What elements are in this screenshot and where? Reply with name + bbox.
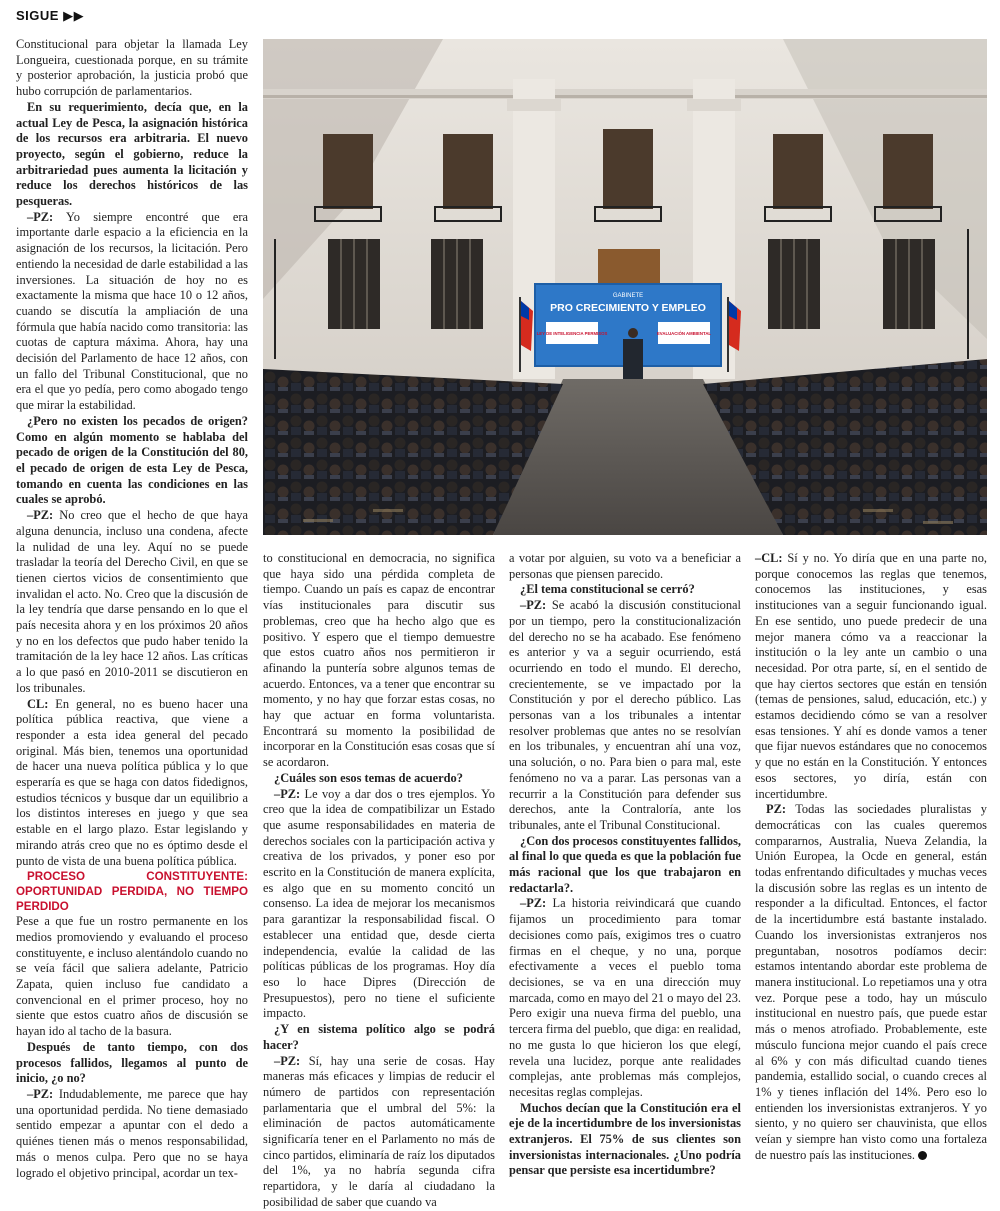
paragraph xyxy=(263,1054,495,1211)
speaker-label: PZ: xyxy=(766,802,786,817)
interview-question: ¿El tema constitucional se cerró? xyxy=(520,582,695,597)
speaker-label: –PZ: xyxy=(274,786,301,801)
speaker-label: –CL: xyxy=(755,551,783,565)
paragraph: Constitucional para objetar la llamada Ley Longueira, cuestionada porque, en su trámite y posterior aprobación, la justicia probó que hubo corrupción de parlamentarios. xyxy=(16,37,248,99)
article-column-3 xyxy=(509,551,741,1179)
answer-text: Indudablemente, me parece que hay una oportunidad perdida. No tiene demasiado sentido empezar a apuntar con el dedo a quiénes tienen más o menos responsabilidad, más o menos culpa. Pero que no se haya logrado el objetivo principal, acordar un tex- xyxy=(16,1087,248,1180)
speaker-label: –PZ: xyxy=(27,508,54,523)
answer-text: La historia reivindicará que cuando fijamos un procedimiento para tomar decisiones como país, exigimos tres o cuatro firmas en el cheque, y no una, porque efectivamente a veces el pueblo toma decisiones, se va en una dirección muy marcada, como en mayo del 21 o mayo del 23. Pero exigir una nueva firma del pueblo, una tercera firma del pueblo, que diga: en realidad, no me gusta lo que hicieron los que elegí, revela una lucidez, porque ante realidades complejas, ante problemas más complejos, necesitas reglas complejas. xyxy=(509,896,741,1099)
answer-text: Todas las sociedades pluralistas y democráticas con las cuales queremos compararnos, Australia, Nueva Zelandia, la Unión Europea, la Ocde en general, están todas enfrentando dificultades y muchas veces la discusión sobre las reglas es un intento de responder a la dificultad. Entonces, el factor de la incertidumbre está bastante instalado. Cuando los inversionistas extranjeros nos preguntaban, nosotros podíamos decir: estamos intentando abordar este problema de manera institucional. Lo repetiamos una y otra vez. Porque pese a todo, hay un músculo institucional en nuestro país, que puede estar más o menos atrofiado. Probablemente, este músculo funciona mejor cuando el país crece al 6% y con más dificultad cuando tienes pandemia, estallido social, o cuando creces al 1% y tienes inflación del 14%. Pero eso lo entienden los inversionistas extranjeros. Y yo siento, y no quiero ser chauvinista, que ellos veían y siempre han visto como una fortaleza de nuestro país las instituciones. xyxy=(755,802,987,1162)
answer-text: En general, no es bueno hacer una política pública reactiva, que viene a responder a esta idea general del pecado original. Más bien, tenemos una oportunidad de hacer una nueva política pública y lo que esperaría es que se haga con datos fidedignos, estudios técnicos y busque dar un equilibrio a los distintos intereses en juego y que sea estable en el largo plazo. Estar legislando y mirando atrás creo que no es óptimo desde el punto de vista de una buena política pública. xyxy=(16,696,248,868)
paragraph xyxy=(16,210,248,414)
answer-text: Se acabó la discusión constitucional por un tiempo, pero la constitucionalización del derecho no se ha acabado. Ese fenómeno es anterior y va a seguir ocurriendo, está ocurriendo en todo el mundo. El derecho, crecientemente, se ve impactado por la Constitución y por el derecho público. Las personas van a los tribunales a intentar resolver problemas que antes no se resolvían en los tribunales, y encuentran ahí una voz, una solución, o no. Para bien o para mal, este fenómeno no va a parar. Las personas van a recurrir a la Constitución para defender sus derechos, ante la Contraloría, ante los tribunales, ante el Tribunal Constitucional. xyxy=(509,598,741,832)
speaker-label: –PZ: xyxy=(274,1053,301,1068)
paragraph xyxy=(16,1087,248,1181)
interview-question: ¿Pero no existen los pecados de origen? Como en algún momento se hablaba del pecado de origen de la Constitución del 80, el pecado de origen de esta Ley de Pesca, tomando en cuenta las condiciones en las cuales se aprobó. xyxy=(16,413,248,507)
answer-text: Sí y no. Yo diría que en una parte no, porque conocemos las reglas que tenemos, conocemos las instituciones, y esas instituciones van a seguir funcionando igual. En ese sentido, uno puede predecir de una mejor manera cómo va a reaccionar la institución o la ley ante un cambio o una necesidad. Por otra parte, sí, en el sentido de que hay ciertos sectores que están en tensión (temas de pensiones, salud, educación, etc.) y estamos decidiendo cómo se van a resolver esas tensiones. Y ahí es donde vamos a tener que fijar nuevos estándares que no conocemos y que no están en la Constitución. Y entonces esos sectores, yo diría, están con incertidumbre. xyxy=(755,551,987,801)
sigue-label xyxy=(16,8,84,24)
interview-question: Muchos decían que la Constitución era el eje de la incertidumbre de los inversionistas extranjeros. El 75% de sus clientes son inversionistas internacionales. ¿Uno podría pensar que persiste esa incertidumbre? xyxy=(509,1100,741,1178)
paragraph xyxy=(16,508,248,696)
answer-text: Yo siempre encontré que era importante darle espacio a la eficiencia en la asignación de los recursos, la licitación. Pero entiendo la necesidad de darle estabilidad a las inversiones. La situación de hoy no es exactamente la misma que hace 10 o 12 años, cuando se discutía la ampliación de una fórmula que había nacido como transitoria: las cuotas de captura máxima. Ahora, hay una decisión del Parlamento de hace 12 años, con un fallo del Tribunal Constitucional, que no era el que yo pedía, pero como abogado tengo que mirar la estabilidad. xyxy=(16,209,248,413)
sigue-arrows-icon: ▶▶ xyxy=(63,8,85,23)
banner-right-text: EVALUACIÓN AMBIENTAL xyxy=(656,331,712,336)
paragraph: to constitucional en democracia, no significa que haya sido una pérdida completa de tiempo. Cuando un país es capaz de encontrar vías institucionales para discutir sus problemas, creo que ha hecho algo que es positivo. Y espero que el tiempo demuestre que estos cuatro años nos permitieron ir afinando la puntería sobre algunos temas de acuerdo. Entonces, va a tener que encontrar su momento, y no hay que forzar estas cosas, no hay que actuar en forma voluntarista. Encontrará su momento la posibilidad de incorporar en la Constitución esas cosas que sí se acordaron. xyxy=(263,551,495,770)
answer-text: Sí, hay una serie de cosas. Hay maneras más eficaces y limpias de reducir el número de partidos con representación parlamentaria que el umbral del 5%: la eliminación de pactos automáticamente significaría tener en el Parlamento no más de cinco partidos, eliminaría de raíz los diputados del 1%, ya no habría segunda cifra repartidora, y le daría al ciudadano la posibilidad de saber que cuando va xyxy=(263,1053,495,1209)
paragraph xyxy=(509,896,741,1100)
interview-question: ¿Cuáles son esos temas de acuerdo? xyxy=(274,770,463,785)
paragraph xyxy=(16,697,248,870)
speaker-label: –PZ: xyxy=(27,209,54,224)
paragraph xyxy=(263,787,495,1023)
paragraph xyxy=(755,551,987,802)
interview-question: En su requerimiento, decía que, en la actual Ley de Pesca, la asignación histórica de los recursos era arbitraria. El nuevo proyecto, según el gobierno, reduce la arbitrariedad pues aumenta la licitación y reduce los derechos históricos de las pesqueras. xyxy=(16,99,248,209)
answer-text: No creo que el hecho de que haya alguna denuncia, incluso una condena, afecte la nulidad de una ley. Aquí no se puede trasladar la teoría del Derecho Civil, en que se tienen ciertos vicios de consentimiento que invalidan el acto. No. Creo que la discusión de la ley tendría que darse pensando en lo que el país necesita ahora y en los próximos 20 años y no en los defectos que pudo haber tenido la tramitación de la ley hace 12 años. Las críticas a lo que pasó en 2010-2011 se discutieron en los tribunales. xyxy=(16,508,248,695)
end-of-article-icon xyxy=(918,1151,927,1160)
speaker-label: CL: xyxy=(27,696,49,711)
sigue-text: SIGUE xyxy=(16,8,59,23)
paragraph xyxy=(755,802,987,1163)
interview-question: ¿Y en sistema político algo se podrá hacer? xyxy=(263,1022,495,1052)
speaker-label: –PZ: xyxy=(520,598,547,613)
interview-question: Después de tanto tiempo, con dos procesos fallidos, llegamos al punto de inicio, ¿o no? xyxy=(16,1039,248,1086)
banner-left-text: LEY DE INTELIGENCIA PERMISOS xyxy=(536,331,608,336)
speaker-label: –PZ: xyxy=(27,1087,54,1101)
speaker-label: –PZ: xyxy=(520,896,547,911)
banner-top-text: GABINETE xyxy=(612,293,644,299)
banner-title-text: PRO CRECIMIENTO Y EMPLEO xyxy=(550,302,706,314)
press-event-photo xyxy=(263,39,987,535)
section-heading: PROCESO CONSTITUYENTE: OPORTUNIDAD PERDIDA, NO TIEMPO PERDIDO xyxy=(16,870,248,914)
article-column-4 xyxy=(755,551,987,1163)
interview-question: ¿Con dos procesos constituyentes fallidos, al final lo que queda es que la población fue más racional que los que trabajaron en redactarla?. xyxy=(509,833,741,895)
paragraph: a votar por alguien, su voto va a beneficiar a personas que piensen parecido. xyxy=(509,551,741,581)
paragraph: Pese a que fue un rostro permanente en los medios promoviendo y evaluando el proceso constituyente, e incluso alentándolo cuando no se veía fácil que saliera adelante, Patricio Zapata, quien incluso fue candidato a convencional en el primer proceso, hoy no siente que estos cuatro años de discusión se hayan ido al tacho de la basura. xyxy=(16,914,248,1039)
answer-text: Le voy a dar dos o tres ejemplos. Yo creo que la idea de compatibilizar un Estado que asume responsabilidades en materia de derechos sociales con la participación activa y creativa de los privados, y poner eso por escrito en la Constitución de manera explícita, es algo que en su momento concitó un consenso. La idea de mejorar los mecanismos para garantizar la responsabilidad fiscal. O establecer una entidad que, desde cierta independencia, evalúe la calidad de las políticas públicas de los programas. Hoy día eso lo hace Dipres (Dirección de Presupuestos), pero no tiene el suficiente impacto. xyxy=(263,786,495,1021)
article-column-1 xyxy=(16,37,248,1181)
article-column-2 xyxy=(263,551,495,1211)
paragraph xyxy=(509,598,741,834)
